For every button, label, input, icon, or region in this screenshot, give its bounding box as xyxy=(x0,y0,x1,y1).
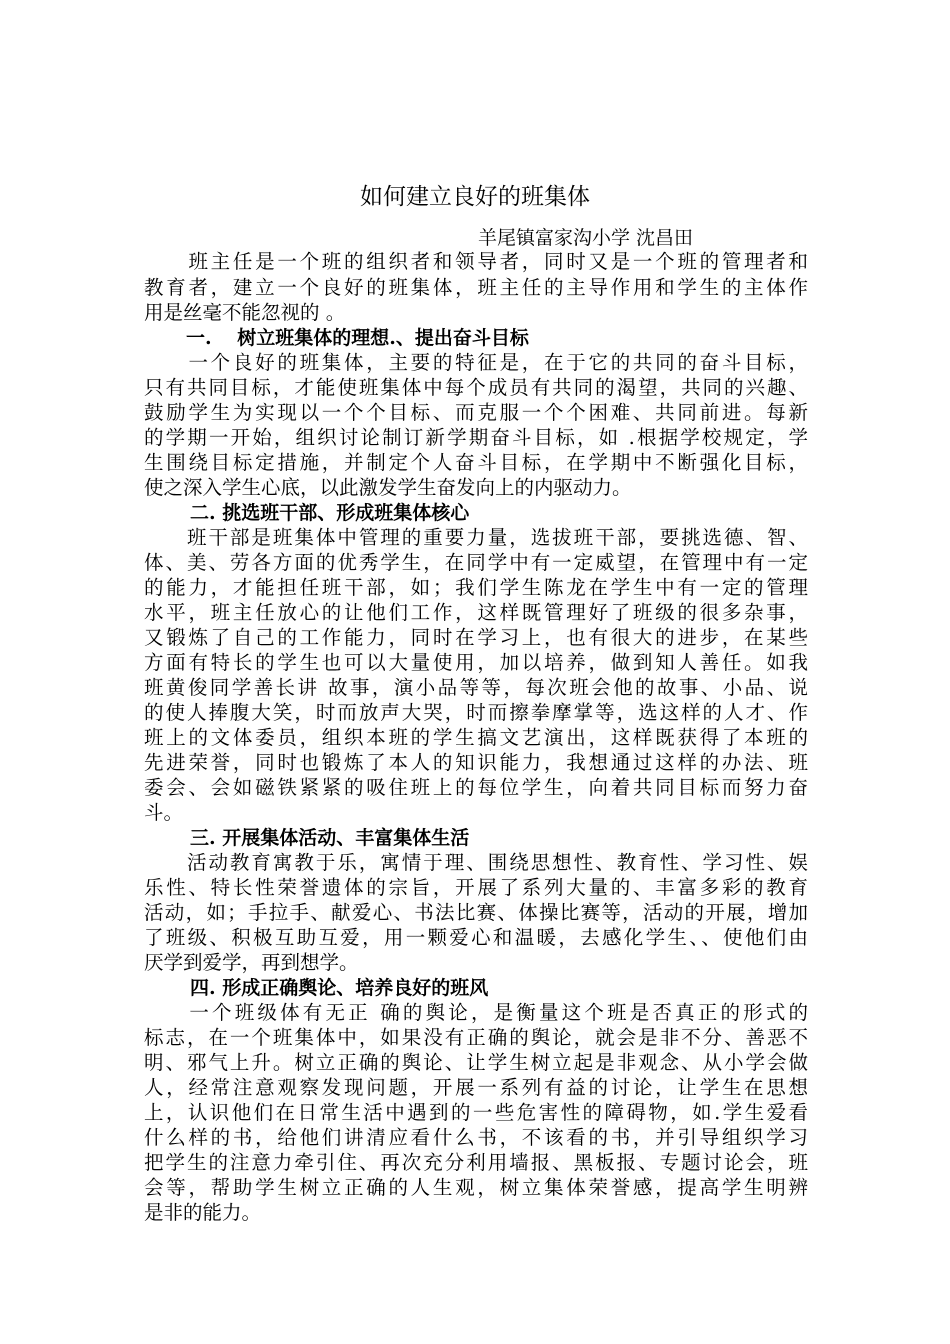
paragraph-line: 标志，在一个班集体中，如果没有正确的舆论，就会是非不分、善恶不 xyxy=(144,1026,808,1049)
paragraph-line: 体、美、劳各方面的优秀学生，在同学中有一定威望，在管理中有一定 xyxy=(144,551,808,574)
paragraph-line: 斗。 xyxy=(144,801,184,824)
paragraph-line: 把学生的注意力牵引住、再次充分利用墙报、黑板报、专题讨论会，班 xyxy=(144,1151,808,1174)
paragraph-line: 生围绕目标定措施，并制定个人奋斗目标，在学期中不断强化目标， xyxy=(144,451,808,474)
paragraph-line: 班黄俊同学善长讲 故事，演小品等等，每次班会他的故事、小品、说 xyxy=(144,676,808,699)
paragraph-line: 会等，帮助学生树立正确的人生观，树立集体荣誉感，提高学生明辨 xyxy=(144,1176,808,1199)
document-author: 羊尾镇富家沟小学 沈昌田 xyxy=(478,227,694,249)
paragraph-line: 班上的文体委员，组织本班的学生搞文艺演出，这样既获得了本班的 xyxy=(144,726,808,749)
section-heading-2: 二. 挑选班干部、形成班集体核心 xyxy=(190,502,470,524)
paragraph-line: 活动教育寓教于乐，寓情于理、围绕思想性、教育性、学习性、娱 xyxy=(144,851,808,874)
paragraph-line: 了班级、积极互助互爱，用一颗爱心和温暖，去感化学生、、使他们由 xyxy=(144,926,808,949)
paragraph-line: 班干部是班集体中管理的重要力量，选拔班干部，要挑选德、智、 xyxy=(144,526,808,549)
document-title: 如何建立良好的班集体 xyxy=(360,184,590,210)
paragraph-line: 的学期一开始，组织讨论制订新学期奋斗目标，如 .根据学校规定，学 xyxy=(144,426,808,449)
intro-line: 班主任是一个班的组织者和领导者，同时又是一个班的管理者和 xyxy=(144,250,808,273)
paragraph-line: 只有共同目标，才能使班集体中每个成员有共同的渴望，共同的兴趣、 xyxy=(144,376,808,399)
paragraph-line: 什么样的书，给他们讲清应看什么书，不该看的书，并引导组织学习 xyxy=(144,1126,808,1149)
paragraph-line: 厌学到爱学，再到想学。 xyxy=(144,951,359,974)
section-heading-4: 四. 形成正确舆论、培养良好的班风 xyxy=(190,977,489,999)
intro-line: 教育者，建立一个良好的班集体，班主任的主导作用和学生的主体作 xyxy=(144,276,808,299)
paragraph-line: 活动，如；手拉手、献爱心、书法比赛、体操比赛等，活动的开展，增加 xyxy=(144,901,808,924)
intro-line: 用是丝毫不能忽视的 。 xyxy=(144,301,346,324)
paragraph-line: 方面有特长的学生也可以大量使用，加以培养，做到知人善任。如我 xyxy=(144,651,808,674)
paragraph-line: 乐性、特长性荣誉遗体的宗旨，开展了系列大量的、丰富多彩的教育 xyxy=(144,876,808,899)
paragraph-line: 水平，班主任放心的让他们工作，这样既管理好了班级的很多杂事， xyxy=(144,601,808,624)
paragraph-line: 委会、会如磁铁紧紧的吸住班上的每位学生，向着共同目标而努力奋 xyxy=(144,776,808,799)
section-heading-1: 一. 树立班集体的理想.、提出奋斗目标 xyxy=(186,327,529,349)
paragraph-line: 使之深入学生心底，以此激发学生奋发向上的内驱动力。 xyxy=(144,476,632,499)
paragraph-line: 人，经常注意观察发现问题，开展一系列有益的讨论，让学生在思想 xyxy=(144,1076,808,1099)
paragraph-line: 的使人捧腹大笑，时而放声大哭，时而擦拳摩掌等，选这样的人才、作 xyxy=(144,701,808,724)
paragraph-line: 一个良好的班集体，主要的特征是，在于它的共同的奋斗目标， xyxy=(144,351,808,374)
paragraph-line: 的能力，才能担任班干部，如；我们学生陈龙在学生中有一定的管理 xyxy=(144,576,808,599)
section-heading-3: 三. 开展集体活动、丰富集体生活 xyxy=(190,827,470,849)
paragraph-line: 先进荣誉，同时也锻炼了本人的知识能力，我想通过这样的办法、班 xyxy=(144,751,808,774)
paragraph-line: 又锻炼了自己的工作能力，同时在学习上，也有很大的进步，在某些 xyxy=(144,626,808,649)
paragraph-line: 上，认识他们在日常生活中遇到的一些危害性的障碍物，如.学生爱看 xyxy=(144,1101,808,1124)
paragraph-line: 鼓励学生为实现以一个个目标、而克服一个个困难、共同前进。每新 xyxy=(144,401,808,424)
paragraph-line: 是非的能力。 xyxy=(144,1201,262,1224)
paragraph-line: 明、邪气上升。树立正确的舆论、让学生树立起是非观念、从小学会做 xyxy=(144,1051,808,1074)
paragraph-line: 一个班级体有无正 确的舆论，是衡量这个班是否真正的形式的 xyxy=(144,1001,808,1024)
